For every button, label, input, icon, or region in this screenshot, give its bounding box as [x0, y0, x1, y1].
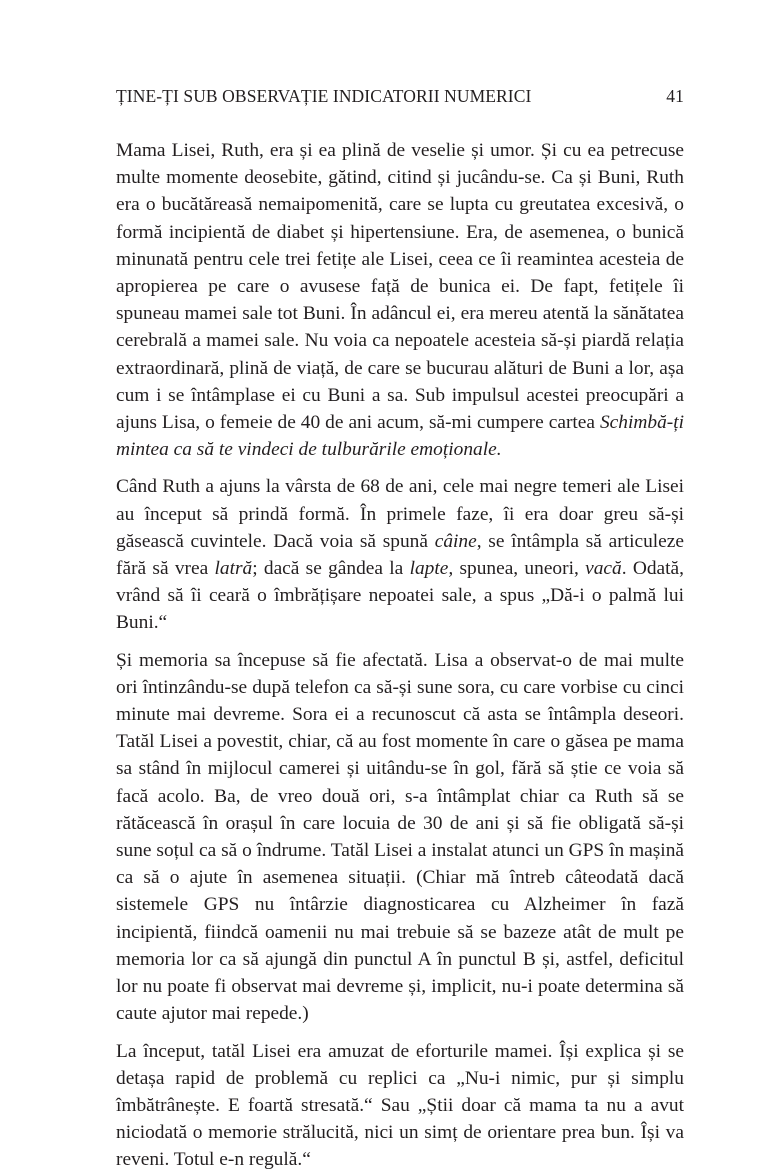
italic-word: latră — [214, 558, 253, 580]
italic-word: vacă — [585, 558, 622, 580]
text-segment: Când Ruth a ajuns la vârsta de 68 de ani, cele mai negre temeri ale Lisei au început să prindă formă. În primele faze, îi era doar greu să-și găsească cuvintele. Dacă voia să spună — [116, 476, 684, 552]
text-segment: La început, tatăl Lisei era amuzat de eforturile mamei. Își explica și se detașa rapid de problemă cu replici ca „Nu-i nimic, pur și simplu îmbătrânește. E foartă stresată.“ Sau „Știi doar că mama ta nu a avut niciodată o memorie strălucită, nici un simț de orientare prea bun. Își va reveni. Totul e-n regulă.“ — [116, 1040, 684, 1171]
page-number: 41 — [666, 86, 684, 106]
italic-word: câine — [434, 530, 477, 552]
paragraph-1 — [116, 137, 684, 463]
text-segment: , se întâmpla să articuleze fără să vrea — [116, 530, 684, 580]
italic-word: lapte, — [409, 558, 454, 580]
text-segment: ; dacă se gândea la — [252, 558, 410, 580]
paragraph-3 — [116, 647, 684, 1028]
text-segment: spunea, uneori, — [453, 558, 586, 580]
text-segment: . Odată, vrând să îi ceară o îmbrățișare nepoatei sale, a spus „Dă-i o palmă lui Buni.“ — [116, 558, 684, 634]
paragraph-2 — [116, 473, 684, 636]
paragraph-4 — [116, 1038, 684, 1174]
text-segment: Mama Lisei, Ruth, era și ea plină de veselie și umor. Și cu ea petrecuse multe momente deosebite, gătind, citind și jucându-se. Ca și Buni, Ruth era o bucătăreasă nemaipomenită, care se lupta cu greutatea excesivă, o formă incipientă de diabet și hipertensiune. Era, de asemenea, o bunică minunată pentru cele trei fetițe ale Lisei, ceea ce îi reamintea acesteia de apropierea pe care o avusese față de bunica ei. De fapt, fetițele îi spuneau mamei sale tot Buni. În adâncul ei, era mereu atentă la sănătatea cerebrală a mamei sale. Nu voia ca nepoatele acesteia să-și piardă relația extraordinară, plină de viață, de care se bucurau alături de Buni a lor, așa cum i se întâmplase ei cu Buni a sa. Sub impulsul acestei preocupări a ajuns Lisa, o femeie de 40 de ani acum, să-mi cumpere cartea — [116, 140, 684, 434]
text-segment: Și memoria sa începuse să fie afectată. Lisa a observat-o de mai multe ori întinzându-se după telefon ca să-și sune sora, cu care vorbise cu cinci minute mai devreme. Sora ei a recunoscut că asta se întâmpla deseori. Tatăl Lisei a povestit, chiar, că au fost momente în care o găsea pe mama sa stând în mijlocul camerei și uitându-se în gol, fără să știe ce voia să facă acolo. Ba, de vreo două ori, s-a întâmplat chiar ca Ruth să se rătăcească în orașul în care locuia de 30 de ani și să fie obligată să-și sune soțul ca să o îndrume. Tatăl Lisei a instalat atunci un GPS în mașină ca să o ajute în asemenea situații. (Chiar mă întreb câteodată dacă sistemele GPS nu întârzie diagnosticarea cu Alzheimer în fază incipientă, fiindcă oamenii nu mai trebuie să se bazeze atât de mult pe memoria lor ca să ajungă din punctul A în punctul B și, astfel, deficitul lor nu poate fi observat mai devreme și, implicit, nu-i poate determina să caute ajutor mai repede.) — [116, 649, 684, 1025]
body-text — [116, 137, 684, 1174]
book-title-italic: Schimbă-ți mintea ca să te vindeci de tulburările emoționale. — [116, 412, 684, 461]
running-header — [116, 86, 684, 107]
running-title: ȚINE-ȚI SUB OBSERVAȚIE INDICATORII NUMERICI — [116, 86, 532, 106]
